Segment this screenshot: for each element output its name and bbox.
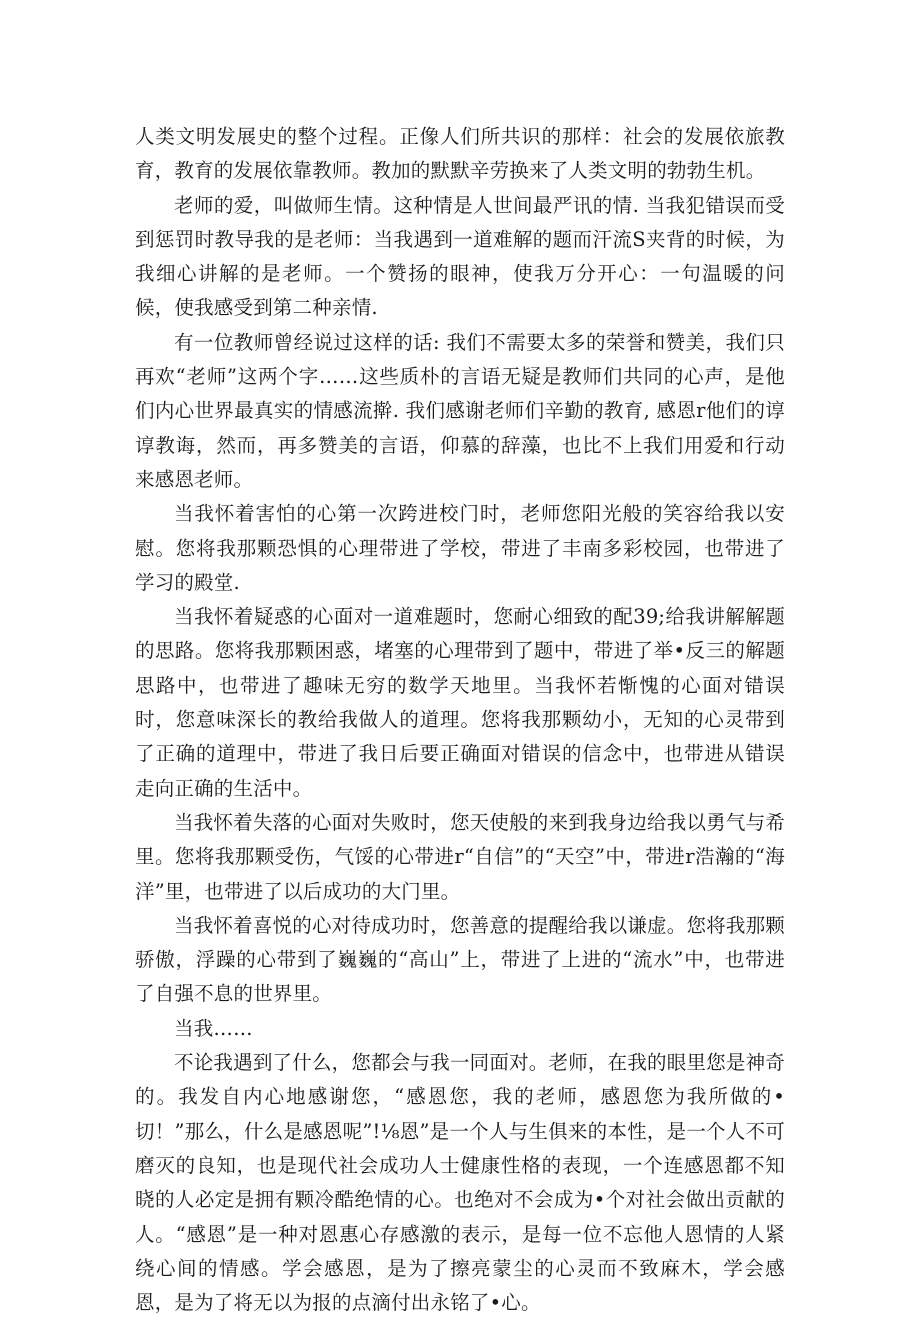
paragraph-9: 不论我遇到了什么，您都会与我一同面对。老师，在我的眼里您是神奇的。我发自内心地感谢您，“感恩您，我的老师，感恩您为我所做的•切！”那么，什么是感恩呢”!⅛恩”是一个人与生俱来的本性，是一个人不可磨灭的良知，也是现代社会成功人士健康性格的表现，一个连感恩都不知晓的人必定是拥有颗冷酷绝情的心。也绝对不会成为•个对社会做出贡献的人。“感恩”是一种对恩惠心存感激的表示，是每一位不忘他人恩情的人紧绕心间的情感。学会感恩，是为了擦亮蒙尘的心灵而不致麻木，学会感恩，是为了将无以为报的点滴付出永铭了•心。: [135, 1051, 785, 1315]
document-page: [135, 120, 785, 1320]
paragraph-2: 老师的爱，叫做师生情。这种情是人世间最严讯的情. 当我犯错误而受到惩罚时教导我的是老师：当我遇到一道难解的题而汗流S夹背的时候，为我细心讲解的是老师。一个赞扬的眼神，使我万分开心：一句温暖的问候，使我感受到第二种亲情.: [135, 193, 785, 320]
paragraph-4: 当我怀着害怕的心第一次跨进校门时，老师您阳光般的笑容给我以安慰。您将我那颗恐惧的心理带进了学校，带进了丰南多彩校园，也带进了学习的殿堂.: [135, 502, 785, 594]
paragraph-8: 当我……: [174, 1016, 253, 1040]
paragraph-1: 人类文明发展史的整个过程。正像人们所共识的那样：社会的发展依旅教育，教育的发展依靠教师。教加的默默辛劳换来了人类文明的勃勃生机。: [135, 125, 785, 183]
paragraph-3: 有一位教师曾经说过这样的话: 我们不需要太多的荣誉和赞美，我们只再欢“老师”这两个字……这些质朴的言语无疑是教师们共同的心声，是他们内心世界最真实的情感流擀. 我们感谢老师们辛勤的教育, 感恩r他们的谆谆教诲，然而，再多赞美的言语，仰慕的辞藻，也比不上我们用爱和行动来感恩老师。: [135, 330, 785, 491]
paragraph-5: 当我怀着疑惑的心面对一道难题时，您耐心细致的配39;给我讲解解题的思路。您将我那颗困惑，堵塞的心理带到了题中，带进了举•反三的解题思路中，也带进了趣味无穷的数学天地里。当我怀若惭愧的心面对错误时，您意味深长的教给我做人的道理。您将我那颗幼小，无知的心灵带到了正确的道理中，带进了我日后要正确面对错误的信念中，也带进从错误走向正确的生活中。: [135, 605, 785, 800]
paragraph-6: 当我怀着失落的心面对失败时，您天使般的来到我身边给我以勇气与希里。您将我那颗受伤，气馁的心带进r“自信”的“天空”中，带进r浩瀚的“海洋”里，也带进了以后成功的大门里。: [135, 810, 785, 903]
paragraph-7: 当我怀着喜悦的心对待成功时，您善意的提醒给我以谦虚。您将我那颗骄傲，浮躁的心带到了巍巍的“高山”上，带进了上进的“流水”中，也带进了自强不息的世界里。: [135, 913, 785, 1006]
